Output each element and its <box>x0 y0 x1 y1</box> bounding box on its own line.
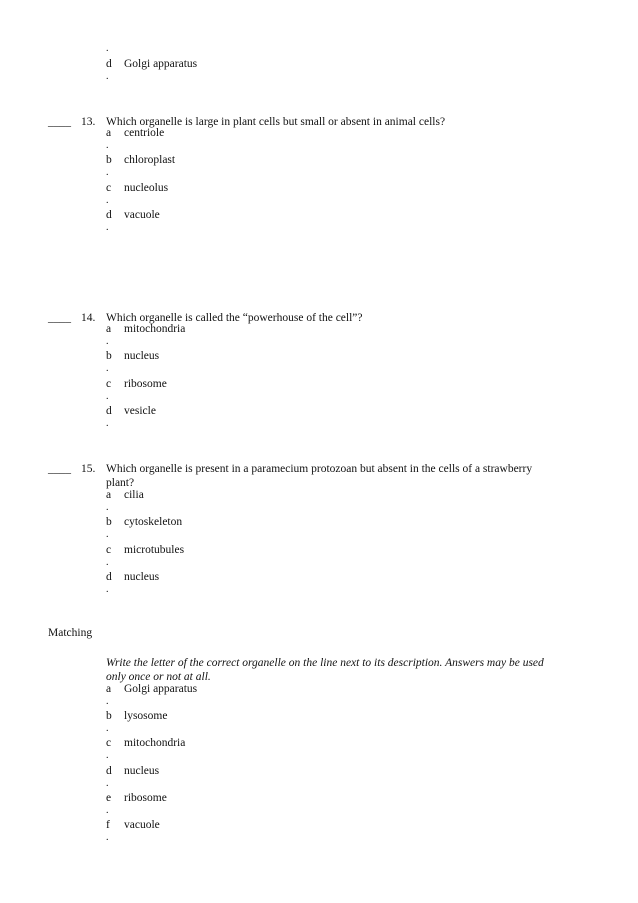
option-dot: . <box>106 529 109 540</box>
option-text: vesicle <box>124 405 156 417</box>
option-text: nucleus <box>124 765 160 777</box>
option-text: nucleus <box>124 350 160 362</box>
option-text: centriole <box>124 127 165 139</box>
option-letter: d <box>106 765 112 777</box>
option-dot: . <box>106 167 109 178</box>
option-letter: c <box>106 182 112 194</box>
option-letter: b <box>106 350 112 362</box>
option-letter: f <box>106 819 110 831</box>
option-text: microtubules <box>124 544 185 556</box>
option-letter: b <box>106 710 112 722</box>
option-letter: c <box>106 544 112 556</box>
option-letter: a <box>106 127 112 139</box>
question-number: 13. <box>81 116 96 128</box>
answer-blank[interactable]: ____ <box>48 116 71 128</box>
option-text: cytoskeleton <box>124 516 183 528</box>
question-number: 14. <box>81 312 96 324</box>
option-text: Golgi apparatus <box>124 683 198 695</box>
option-dot: . <box>106 778 109 789</box>
option-text: chloroplast <box>124 154 176 166</box>
option-text: mitochondria <box>124 323 186 335</box>
option-letter: a <box>106 489 112 501</box>
option-text: cilia <box>124 489 144 501</box>
option-dot: . <box>106 584 109 595</box>
option-dot: . <box>106 696 109 707</box>
option-letter: d <box>106 58 112 70</box>
option-dot: . <box>106 222 109 233</box>
instruction-line2: only once or not at all. <box>106 671 211 683</box>
option-letter: b <box>106 516 112 528</box>
option-text: nucleus <box>124 571 160 583</box>
option-letter: b <box>106 154 112 166</box>
option-text: ribosome <box>124 792 167 804</box>
question-number: 15. <box>81 463 96 475</box>
option-letter: a <box>106 323 112 335</box>
option-dot: . <box>106 805 109 816</box>
option-letter: a <box>106 683 112 695</box>
option-text: lysosome <box>124 710 168 722</box>
option-text: ribosome <box>124 378 167 390</box>
option-letter: d <box>106 209 112 221</box>
option-text: mitochondria <box>124 737 186 749</box>
option-dot: . <box>106 502 109 513</box>
option-letter: e <box>106 792 112 804</box>
option-dot: . <box>106 557 109 568</box>
question-prompt: Which organelle is called the “powerhouse of the cell”? <box>106 312 363 324</box>
option-letter: d <box>106 405 112 417</box>
option-dot: . <box>106 391 109 402</box>
option-dot: . <box>106 43 109 54</box>
option-dot: . <box>106 140 109 151</box>
option-dot: . <box>106 418 109 429</box>
answer-blank[interactable]: ____ <box>48 312 71 324</box>
option-letter: c <box>106 378 112 390</box>
option-text: vacuole <box>124 819 160 831</box>
option-text: vacuole <box>124 209 160 221</box>
option-dot: . <box>106 363 109 374</box>
option-dot: . <box>106 832 109 843</box>
section-heading: Matching <box>48 627 93 639</box>
option-dot: . <box>106 71 109 82</box>
question-prompt: Which organelle is large in plant cells but small or absent in animal cells? <box>106 116 446 128</box>
option-dot: . <box>106 750 109 761</box>
option-dot: . <box>106 723 109 734</box>
question-prompt-line2: plant? <box>106 477 135 489</box>
answer-blank[interactable]: ____ <box>48 463 71 475</box>
instruction-line1: Write the letter of the correct organelle on the line next to its description. Answers may be used <box>106 657 544 669</box>
option-text: Golgi apparatus <box>124 58 198 70</box>
option-letter: c <box>106 737 112 749</box>
question-prompt-line1: Which organelle is present in a paramecium protozoan but absent in the cells of a strawberry <box>106 463 533 475</box>
option-text: nucleolus <box>124 182 169 194</box>
option-dot: . <box>106 195 109 206</box>
option-dot: . <box>106 336 109 347</box>
option-letter: d <box>106 571 112 583</box>
